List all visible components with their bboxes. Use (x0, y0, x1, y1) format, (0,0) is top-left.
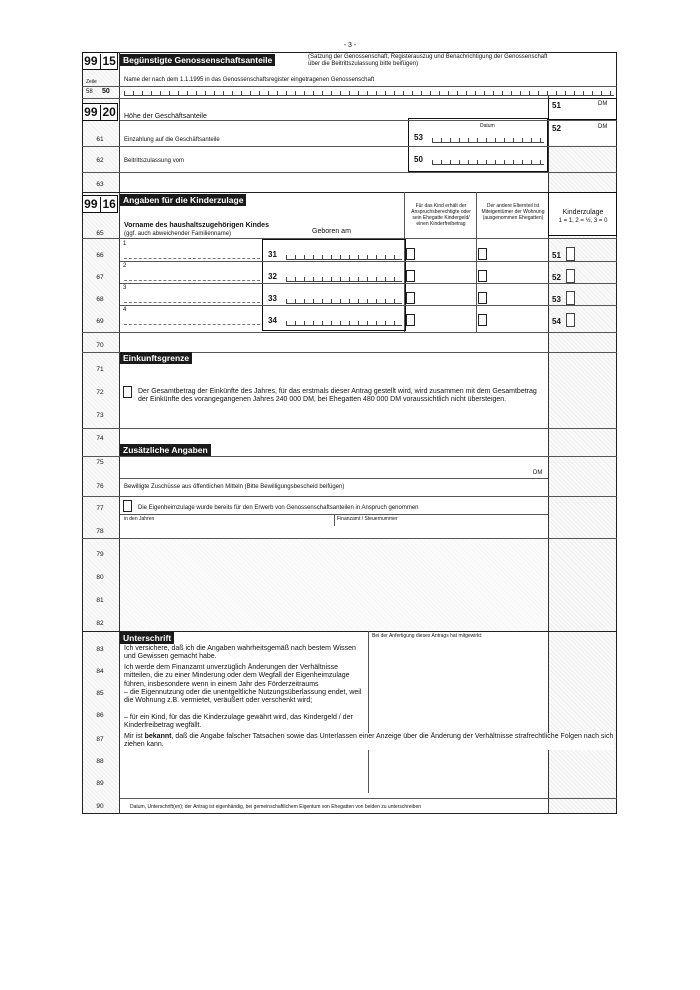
child-birthdate-input[interactable] (286, 318, 402, 326)
kindergeld-checkbox[interactable] (406, 314, 415, 326)
col-vorname-header: Vorname des haushaltszugehörigen Kindes (124, 222, 269, 229)
col-kinderzulage-header: Kinderzulage (562, 209, 604, 216)
row-number-column (83, 53, 119, 813)
row-58-code: 58 (86, 89, 93, 95)
section-title-unterschrift: Unterschrift (120, 632, 174, 644)
strafrecht-hinweis: Mir ist bekannt, daß die Angabe falscher Tatsachen sowie das Unterlassen einer Anzeige über die Änderung der Verhältnisse strafrechtliche Folgen nach sich ziehen kann. (124, 733, 614, 749)
aenderung-punkt-2: – für ein Kind, für das die Kinderzulage gewährt wird, das Kindergeld / der Kinderfreibetrag wegfällt. (124, 714, 353, 730)
section-title-kinderzulage: Angaben für die Kinderzulage (120, 194, 246, 206)
section-code-9920: 99 20 (82, 103, 118, 121)
finanzamt-label: Finanzamt / Steuernummer (337, 516, 398, 522)
einkunftsgrenze-text: Der Gesamtbetrag der Einkünfte des Jahres, für das erstmals dieser Antrag gestellt wird, wird zusammen mit dem Gesamtbetrag der Einkünfte des vorangegangenen Jahres 240 000 DM, bei Ehegatten 480 000 DM voraussichtlich nicht übersteigen. (138, 388, 537, 404)
child-name-input[interactable] (124, 280, 260, 281)
col-vorname-sub: (ggf. auch abweichender Familienname) (124, 231, 232, 237)
section-title-zusaetzliche-angaben: Zusätzliche Angaben (120, 444, 211, 456)
signature-input[interactable] (122, 752, 366, 796)
einkunftsgrenze-checkbox[interactable] (123, 386, 132, 398)
versicherung-text: Ich versichere, daß ich die Angaben wahrheitsgemäß nach bestem Wissen und Gewissen gemacht habe. (124, 645, 356, 661)
mitwirkung-input[interactable] (372, 642, 546, 792)
child-birthdate-input[interactable] (286, 274, 402, 282)
child-name-input[interactable] (124, 324, 260, 325)
elternteil-checkbox[interactable] (478, 292, 487, 304)
section-note-genossenschaft: (Satzung der Genossenschaft, Registerauszug und Benachrichtigung der Genossenschaft über die Beitrittszulassung bitte beifügen) (308, 54, 548, 67)
zuschuesse-input[interactable] (408, 478, 548, 494)
child-birthdate-input[interactable] (286, 296, 402, 304)
section-title-genossenschaftsanteile: Begünstigte Genossenschaftsanteile (120, 54, 275, 66)
blank-area (120, 539, 548, 631)
section-title-einkunftsgrenze: Einkunftsgrenze (120, 352, 192, 364)
field-52-unit: DM (598, 124, 608, 130)
einzahlung-date-input[interactable] (432, 135, 544, 143)
col-kindergeld-header: Für das Kind erhält der Anspruchsberechtigte oder sein Ehegatte Kindergeld/ einen Kinderfreibetrag (411, 203, 471, 227)
in-den-jahren-label: in den Jahren (124, 516, 155, 522)
datum-label: Datum (480, 123, 495, 129)
field-51-label: 51 (552, 101, 561, 110)
section-code-9916: 99 16 (82, 195, 118, 213)
kinderzulage-input[interactable] (566, 247, 575, 261)
einzahlung-label: Einzahlung auf die Geschäftsanteile (124, 137, 220, 143)
child-birthdate-input[interactable] (286, 252, 402, 260)
child-name-input[interactable] (124, 258, 260, 259)
elternteil-checkbox[interactable] (478, 314, 487, 326)
col-elternteil-header: Der andere Elternteil ist Miteigentümer der Wohnung (ausgenommen Ehegatten) (481, 203, 545, 221)
kinderzulage-input[interactable] (566, 313, 575, 327)
hoehe-geschaeftsanteile-label: Höhe der Geschäftsanteile (124, 113, 207, 120)
child-name-input[interactable] (124, 302, 260, 303)
eigenheimzulage-label: Die Eigenheimzulage wurde bereits für den Erwerb von Genossenschaftsanteilen in Anspruch genommen (138, 505, 419, 511)
kindergeld-checkbox[interactable] (406, 292, 415, 304)
section-code-9915: 99 15 (82, 52, 118, 70)
field-52-label: 52 (552, 124, 561, 133)
zeile-label: Zeile (86, 79, 97, 85)
beitrittszulassung-date-input[interactable] (432, 157, 544, 165)
genossenschaft-name-input[interactable] (124, 88, 614, 96)
kinderzulage-input[interactable] (566, 291, 575, 305)
field-50-label: 50 (414, 155, 423, 164)
aenderung-punkt-1: – die Eigennutzung oder die unentgeltliche Nutzungsüberlassung endet, weil die Wohnung z.B. vermietet, veräußert oder verschenkt wird; (124, 689, 362, 705)
office-column (548, 145, 616, 813)
zuschuesse-dm-unit: DM (533, 470, 543, 476)
kindergeld-checkbox[interactable] (406, 270, 415, 282)
elternteil-checkbox[interactable] (478, 248, 487, 260)
finanzamt-input[interactable] (336, 522, 546, 536)
signature-footer: Datum, Unterschrift(en); der Antrag ist eigenhändig, bei gemeinschaftlichem Eigentum von Ehegatten von beiden zu unterschreiben (130, 804, 422, 810)
kinderzulage-input[interactable] (566, 269, 575, 283)
field-53-label: 53 (414, 133, 423, 142)
field-51-unit: DM (598, 101, 608, 107)
col-kinderzulage-sub: 1 = 1, 2 = ½, 3 = 0 (558, 218, 608, 224)
row-58-field: 50 (102, 88, 110, 95)
aenderungen-text: Ich werde dem Finanzamt unverzüglich Änderungen der Verhältnisse mitteilen, die zu einer Minderung oder dem Wegfall der Eigenheimzulage führen, insbesondere wenn in einem Jahr des Förderzeitraums (124, 664, 350, 688)
mitwirkung-label: Bei der Anfertigung dieses Antrags hat mitgewirkt: (372, 633, 483, 639)
eigenheimzulage-checkbox[interactable] (123, 500, 132, 512)
kindergeld-checkbox[interactable] (406, 248, 415, 260)
in-den-jahren-input[interactable] (122, 522, 332, 536)
beitrittszulassung-label: Beitrittszulassung vom (124, 158, 185, 164)
elternteil-checkbox[interactable] (478, 270, 487, 282)
col-geboren-header: Geboren am (312, 228, 351, 235)
zuschuesse-label: Bewilligte Zuschüsse aus öffentlichen Mitteln (Bitte Bewilligungsbescheid beifügen) (124, 484, 345, 490)
genossenschaft-name-label: Name der nach dem 1.1.1995 in das Genossenschaftsregister eingetragenen Genossenschaft (124, 77, 375, 83)
page-number: - 3 - (343, 42, 357, 49)
